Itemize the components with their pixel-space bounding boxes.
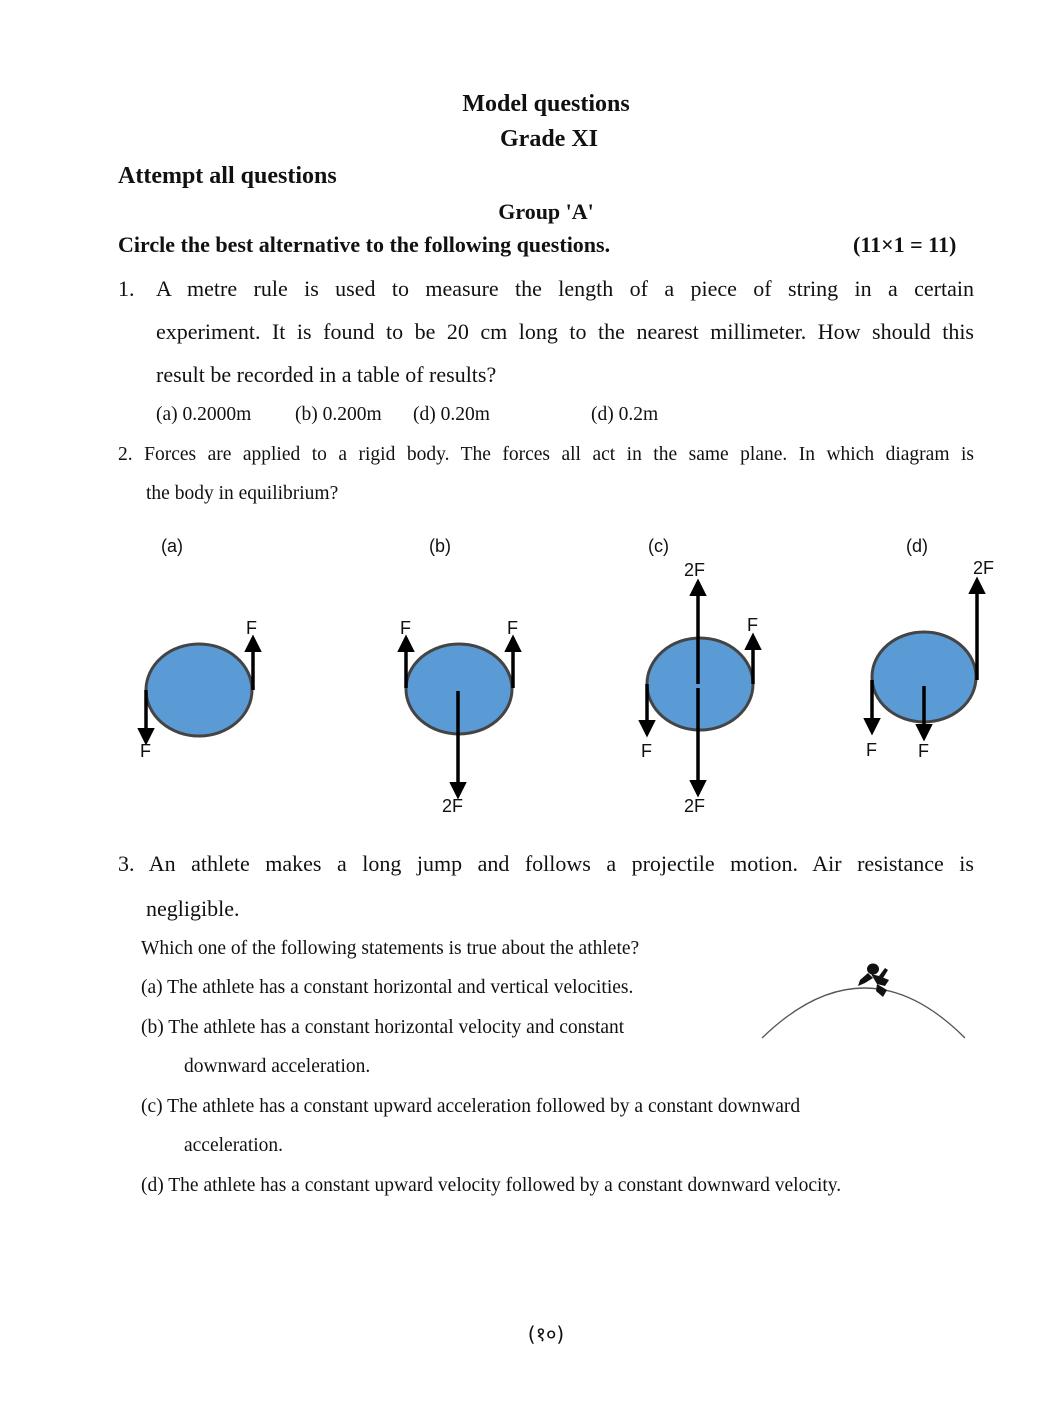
force-label: 2F <box>442 796 464 816</box>
diagram-d-label: (d) <box>906 536 928 556</box>
diagram-c <box>641 536 758 816</box>
force-diagrams <box>0 520 1063 830</box>
q2-line1: 2. Forces are applied to a rigid body. The forces all act in the same plane. In which diagram is <box>118 444 974 465</box>
athlete-icon <box>858 964 889 998</box>
page-number: (१०) <box>527 1322 565 1346</box>
q3-prompt: Which one of the following statements is true about the athlete? <box>141 938 640 959</box>
force-label: F <box>866 740 877 760</box>
projectile-illustration <box>755 950 975 1045</box>
force-label: F <box>246 618 257 638</box>
force-label: F <box>140 741 151 761</box>
q3-option-c-line1: (c) The athlete has a constant upward acceleration followed by a constant downward <box>141 1096 801 1117</box>
q1-option-b: (b) 0.200m <box>295 404 382 425</box>
q3-line1: 3. An athlete makes a long jump and follows a projectile motion. Air resistance is <box>118 851 974 876</box>
q3-option-b-line2: downward acceleration. <box>184 1056 371 1077</box>
section-marks: (11×1 = 11) <box>853 232 957 257</box>
q3-option-b-line1: (b) The athlete has a constant horizontal velocity and constant <box>141 1017 625 1038</box>
projectile-path <box>762 988 965 1038</box>
diagram-c-label: (c) <box>648 536 669 556</box>
diagram-d <box>866 536 994 761</box>
q3-option-a: (a) The athlete has a constant horizontal and vertical velocities. <box>141 977 634 998</box>
q1-line3: result be recorded in a table of results? <box>156 362 497 387</box>
force-label: F <box>507 618 518 638</box>
grade-heading: Grade XI <box>500 126 598 152</box>
q2-line2: the body in equilibrium? <box>146 483 339 504</box>
q1-option-c: (d) 0.20m <box>413 404 490 425</box>
diagram-a <box>140 536 257 761</box>
force-label: F <box>747 615 758 635</box>
force-label: F <box>641 741 652 761</box>
force-label: 2F <box>684 796 706 816</box>
force-label: F <box>400 618 411 638</box>
section-directive: Circle the best alternative to the following questions. <box>118 232 611 257</box>
diagram-b-label: (b) <box>429 536 451 556</box>
q1-option-d: (d) 0.2m <box>591 404 659 425</box>
group-heading: Group 'A' <box>498 199 594 224</box>
force-label: F <box>918 741 929 761</box>
q3-option-c-line2: acceleration. <box>184 1135 284 1156</box>
diagram-a-label: (a) <box>161 536 183 556</box>
force-label: 2F <box>684 560 706 580</box>
q3-option-d: (d) The athlete has a constant upward velocity followed by a constant downward velocity. <box>141 1175 842 1196</box>
q1-number: 1. <box>118 276 135 301</box>
rigid-body-circle <box>146 644 252 736</box>
rigid-body-circle <box>647 638 753 730</box>
q3-line2: negligible. <box>146 896 240 921</box>
force-label: 2F <box>973 558 995 578</box>
q1-option-a: (a) 0.2000m <box>156 404 252 425</box>
q1-line2: experiment. It is found to be 20 cm long to the nearest millimeter. How should this <box>156 319 974 344</box>
q1-line1: A metre rule is used to measure the length of a piece of string in a certain <box>156 276 974 301</box>
diagram-b <box>400 536 518 816</box>
instruction-heading: Attempt all questions <box>118 163 337 189</box>
page-title: Model questions <box>462 91 630 117</box>
